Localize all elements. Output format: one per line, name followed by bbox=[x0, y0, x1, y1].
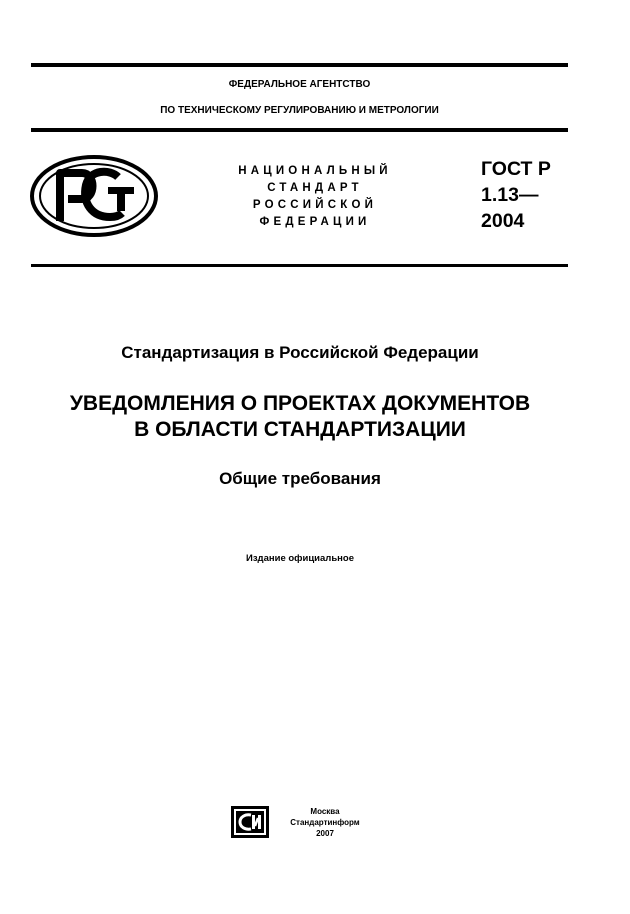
agency-name-line2: ПО ТЕХНИЧЕСКОМУ РЕГУЛИРОВАНИЮ И МЕТРОЛОГИИ bbox=[160, 105, 439, 116]
agency-name-line1: ФЕДЕРАЛЬНОЕ АГЕНТСТВО bbox=[228, 79, 371, 90]
standartinform-logo-icon bbox=[231, 806, 269, 838]
document-title bbox=[0, 391, 600, 443]
document-title-line1: УВЕДОМЛЕНИЯ О ПРОЕКТАХ ДОКУМЕНТОВ bbox=[69, 392, 531, 415]
rst-logo-icon bbox=[30, 155, 158, 237]
gost-number bbox=[481, 156, 551, 234]
top-rule bbox=[31, 63, 568, 67]
standard-line-standard: СТАНДАРТ bbox=[267, 182, 363, 194]
series-title: Стандартизация в Российской Федерации bbox=[121, 343, 479, 362]
document-title-line2: В ОБЛАСТИ СТАНДАРТИЗАЦИИ bbox=[134, 418, 466, 441]
edition-note: Издание официальное bbox=[246, 553, 354, 564]
publisher-year: 2007 bbox=[316, 829, 334, 838]
standard-type-block bbox=[205, 163, 425, 231]
standard-line-russian: РОССИЙСКОЙ bbox=[252, 199, 378, 211]
standard-line-national: НАЦИОНАЛЬНЫЙ bbox=[238, 165, 392, 177]
gost-year: 2004 bbox=[481, 210, 525, 232]
document-subtitle: Общие требования bbox=[219, 469, 381, 488]
publisher-info bbox=[270, 806, 380, 839]
agency-rule bbox=[31, 128, 568, 132]
publisher-name: Стандартинформ bbox=[290, 818, 360, 827]
gost-prefix: ГОСТ Р bbox=[481, 158, 551, 180]
gost-code: 1.13— bbox=[481, 184, 539, 206]
standard-line-federation: ФЕДЕРАЦИИ bbox=[259, 216, 371, 228]
publisher-city: Москва bbox=[310, 807, 340, 816]
header-bottom-rule bbox=[31, 264, 568, 267]
